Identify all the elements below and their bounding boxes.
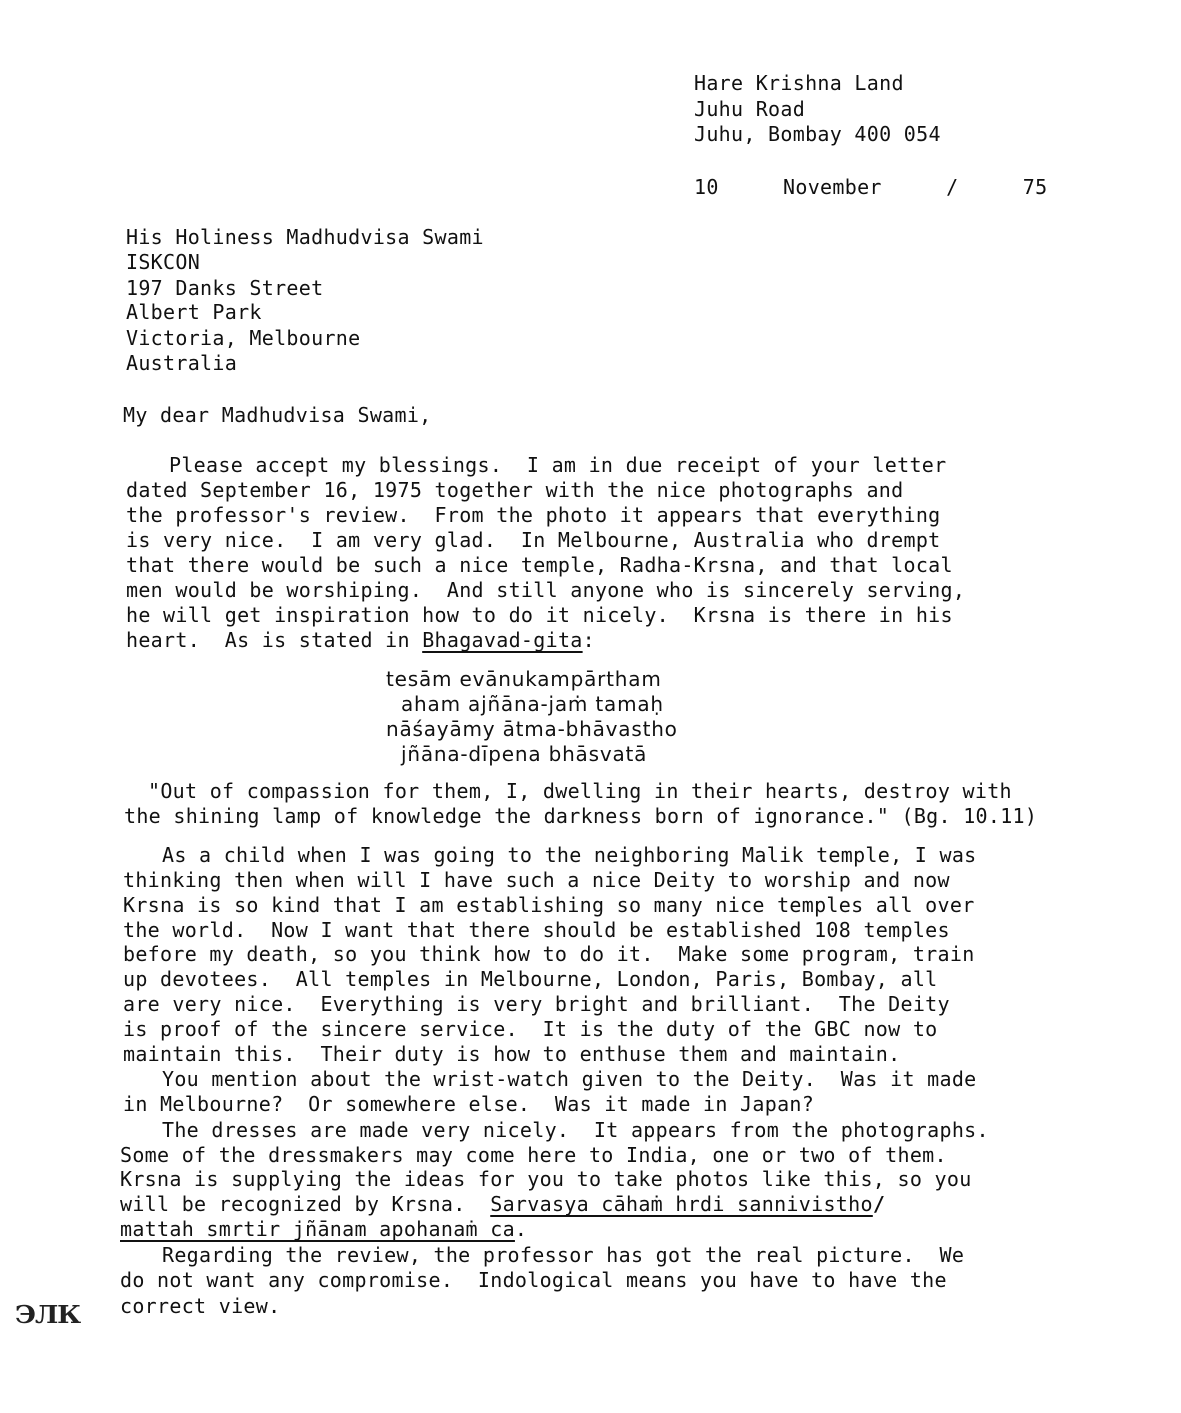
para4-line-4-text: will be recognized by Krsna. (120, 1192, 491, 1216)
book-title-bhagavad-gita: Bhagavad-gita (422, 628, 583, 652)
para5-line-2: do not want any compromise. Indological means you have to have the (120, 1268, 947, 1292)
para1-line-8-text: heart. As is stated in (126, 628, 423, 652)
recipient-line-1: His Holiness Madhudvisa Swami (126, 225, 484, 249)
para1-line-5: that there would be such a nice temple, Radha-Krsna, and that local (126, 553, 953, 577)
para2-line-1: As a child when I was going to the neighboring Malik temple, I was (162, 843, 977, 867)
verse-line-1: tesām evānukampārtham (386, 667, 662, 691)
para2-line-8: is proof of the sincere service. It is the duty of the GBC now to (123, 1017, 938, 1041)
para1-line-7: he will get inspiration how to do it nicely. Krsna is there in his (126, 603, 953, 627)
quote-slash-mark: / (872, 1192, 886, 1216)
address-line-1: Hare Krishna Land (694, 71, 904, 95)
quote-line-2: mattah smrtir jñānam apohanaṁ ca (120, 1217, 515, 1241)
para2-line-4: the world. Now I want that there should be established 108 temples (123, 918, 950, 942)
para1-line-3: the professor's review. From the photo it appears that everything (126, 503, 941, 527)
recipient-line-4: Albert Park (126, 300, 262, 324)
para2-line-5: before my death, so you think how to do it. Make some program, train (123, 942, 975, 966)
para1-line-6: men would be worshiping. And still anyone who is sincerely serving, (126, 578, 966, 602)
para1-line-8-colon: : (582, 628, 595, 652)
quote-line-1: Sarvasya cāhaṁ hrdi sannivistho (490, 1192, 873, 1216)
verse-line-2: aham ajñāna-jaṁ tamaḥ (401, 692, 664, 716)
para5-line-3: correct view. (120, 1294, 281, 1318)
letter-date: 10 November / 75 (694, 175, 1048, 199)
para1-line-8 (126, 628, 595, 653)
translation-line-1: "Out of compassion for them, I, dwelling in their hearts, destroy with (148, 779, 1012, 803)
para2-line-2: thinking then when will I have such a nice Deity to worship and now (123, 868, 950, 892)
verse-line-4: jñāna-dīpena bhāsvatā (401, 742, 648, 766)
para4-line-4 (120, 1192, 885, 1217)
translation-line-2: the shining lamp of knowledge the darkness born of ignorance." (Bg. 10.11) (124, 804, 1038, 828)
para4-line-3: Krsna is supplying the ideas for you to take photos like this, so you (120, 1167, 972, 1191)
address-line-2: Juhu Road (694, 97, 806, 121)
para1-line-1: Please accept my blessings. I am in due receipt of your letter (169, 453, 947, 477)
quote-period: . (514, 1217, 528, 1241)
recipient-line-3: 197 Danks Street (126, 276, 324, 300)
salutation: My dear Madhudvisa Swami, (123, 403, 432, 427)
para4-line-2: Some of the dressmakers may come here to India, one or two of them. (120, 1143, 947, 1167)
para3-line-1: You mention about the wrist-watch given to the Deity. Was it made (162, 1067, 977, 1091)
para1-line-2: dated September 16, 1975 together with the nice photographs and (126, 478, 904, 502)
para2-line-9: maintain this. Their duty is how to enthuse them and maintain. (123, 1042, 901, 1066)
address-line-3: Juhu, Bombay 400 054 (694, 122, 941, 146)
verse-line-3: nāśayāmy ātma-bhāvastho (386, 717, 678, 741)
para5-line-1: Regarding the review, the professor has got the real picture. We (162, 1243, 965, 1267)
para1-line-4: is very nice. I am very glad. In Melbourne, Australia who drempt (126, 528, 941, 552)
para3-line-2: in Melbourne? Or somewhere else. Was it made in Japan? (123, 1092, 815, 1116)
recipient-line-2: ISKCON (126, 250, 201, 274)
archive-stamp: ЭЛК (15, 1300, 81, 1329)
para2-line-3: Krsna is so kind that I am establishing so many nice temples all over (123, 893, 975, 917)
recipient-line-6: Australia (126, 351, 238, 375)
recipient-line-5: Victoria, Melbourne (126, 326, 361, 350)
para4-line-1: The dresses are made very nicely. It appears from the photographs. (162, 1118, 989, 1142)
para4-line-5 (120, 1217, 527, 1242)
para2-line-7: are very nice. Everything is very bright and brilliant. The Deity (123, 992, 950, 1016)
para2-line-6: up devotees. All temples in Melbourne, London, Paris, Bombay, all (123, 967, 938, 991)
